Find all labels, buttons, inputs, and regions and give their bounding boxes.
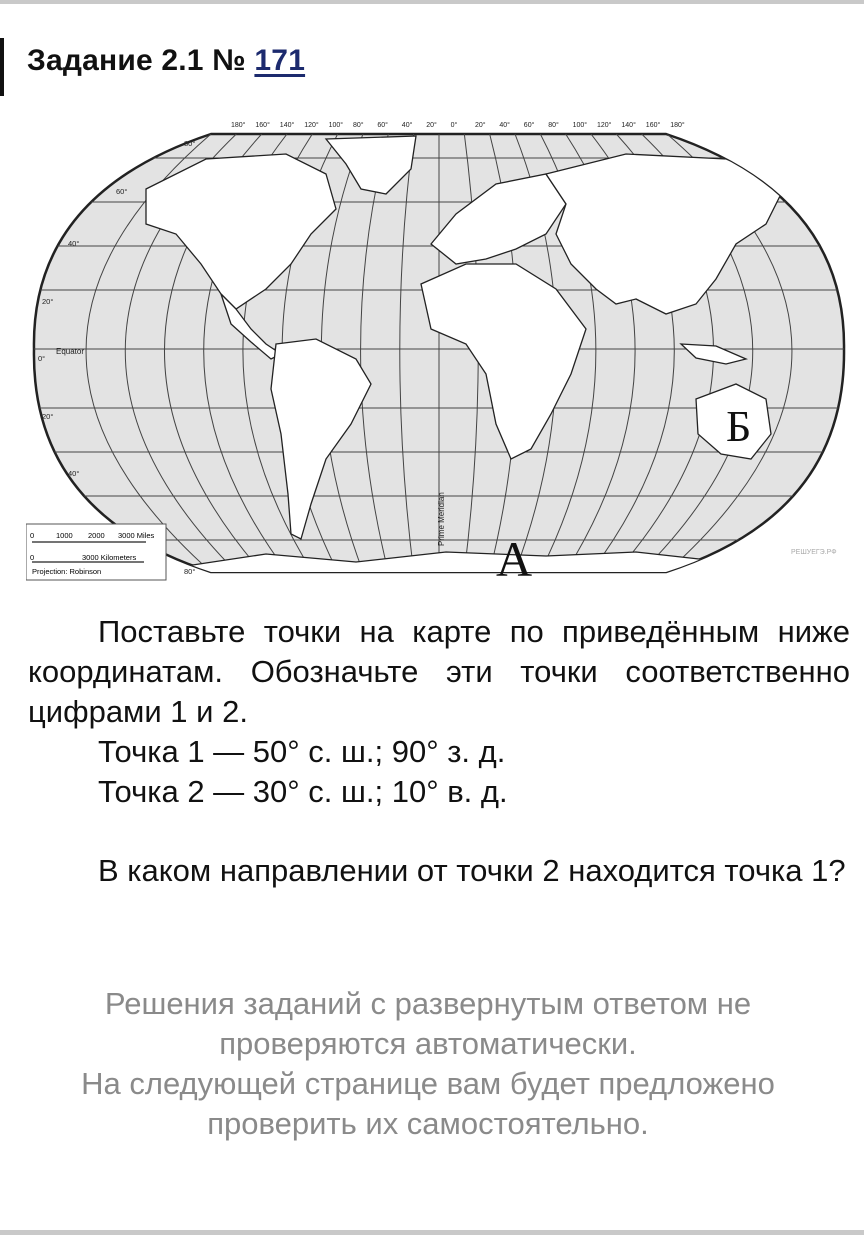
question-block [28,612,850,891]
map-scale-box [26,524,166,580]
longitude-tick-label: 120° [304,122,319,129]
latitude-tick-label: 20° [42,412,54,421]
scale-km-3000: 3000 Kilometers [82,553,137,562]
latitude-tick-label: 40° [68,239,80,248]
latitude-tick-label: 0° [38,354,46,363]
task-number-link[interactable]: 171 [254,44,306,77]
longitude-tick-label: 140° [621,122,636,129]
latitude-tick-label: 40° [68,469,80,478]
longitude-tick-label: 180° [670,122,685,129]
latitude-tick-label: 60° [116,187,128,196]
longitude-tick-label: 180° [231,122,246,129]
equator-label: Equator [56,347,85,356]
prime-meridian-label: Prime Meridian [437,492,446,546]
longitude-tick-label: 40° [499,122,510,129]
bottom-divider [0,1230,864,1235]
point-2-coordinates: Точка 2 — 30° с. ш.; 10° в. д. [98,774,508,809]
task-title [27,44,305,78]
longitude-tick-label: 80° [548,122,559,129]
longitude-tick-label: 140° [279,122,295,129]
scale-km-0: 0 [30,553,35,562]
top-divider [0,0,864,4]
latitude-tick-label: 80° [184,567,196,576]
latitude-tick-label: 80° [184,139,196,148]
longitude-tick-label: 100° [572,122,588,129]
longitude-tick-label: 160° [645,122,661,129]
longitude-tick-label: 20° [426,122,437,129]
longitude-tick-label: 80° [353,122,364,129]
point-1-coordinates: Точка 1 — 50° с. ш.; 90° з. д. [98,734,506,769]
task-marker-bar [0,38,4,96]
auto-check-note [28,984,828,1144]
map-watermark: РЕШУЕГЭ.РФ [791,549,837,556]
world-map [26,114,852,590]
longitude-tick-label: 160° [255,122,270,129]
question-direction: В каком направлении от точки 2 находится точка 1? [98,853,846,888]
scale-miles-2000: 2000 [88,531,105,540]
question-instruction: Поставьте точки на карте по приведённым ниже координатам. Обозначьте эти точки соответственно цифрами 1 и 2. [28,614,850,729]
scale-miles-1000: 1000 [56,531,73,540]
scale-miles-3000: 3000 Miles [118,531,155,540]
longitude-tick-label: 100° [328,122,344,129]
longitude-tick-label: 0° [450,122,458,129]
note-line-1: Решения заданий с развернутым ответом не проверяются автоматически. [104,986,752,1061]
longitude-tick-label: 60° [523,122,535,129]
spacer [28,812,850,851]
map-projection: Projection: Robinson [32,567,102,576]
map-marker-a: А [496,531,533,587]
longitude-tick-label: 120° [597,122,612,129]
longitude-tick-label: 20° [475,122,486,129]
note-line-2: На следующей странице вам будет предложено проверить их самостоятельно. [81,1066,775,1141]
longitude-tick-label: 40° [401,122,413,129]
land-antarctica [166,552,746,584]
latitude-tick-label: 20° [42,297,54,306]
scale-miles-0: 0 [30,531,35,540]
longitude-tick-label: 60° [377,122,388,129]
map-marker-b: Б [726,402,752,451]
task-label: Задание 2.1 № [27,44,246,77]
